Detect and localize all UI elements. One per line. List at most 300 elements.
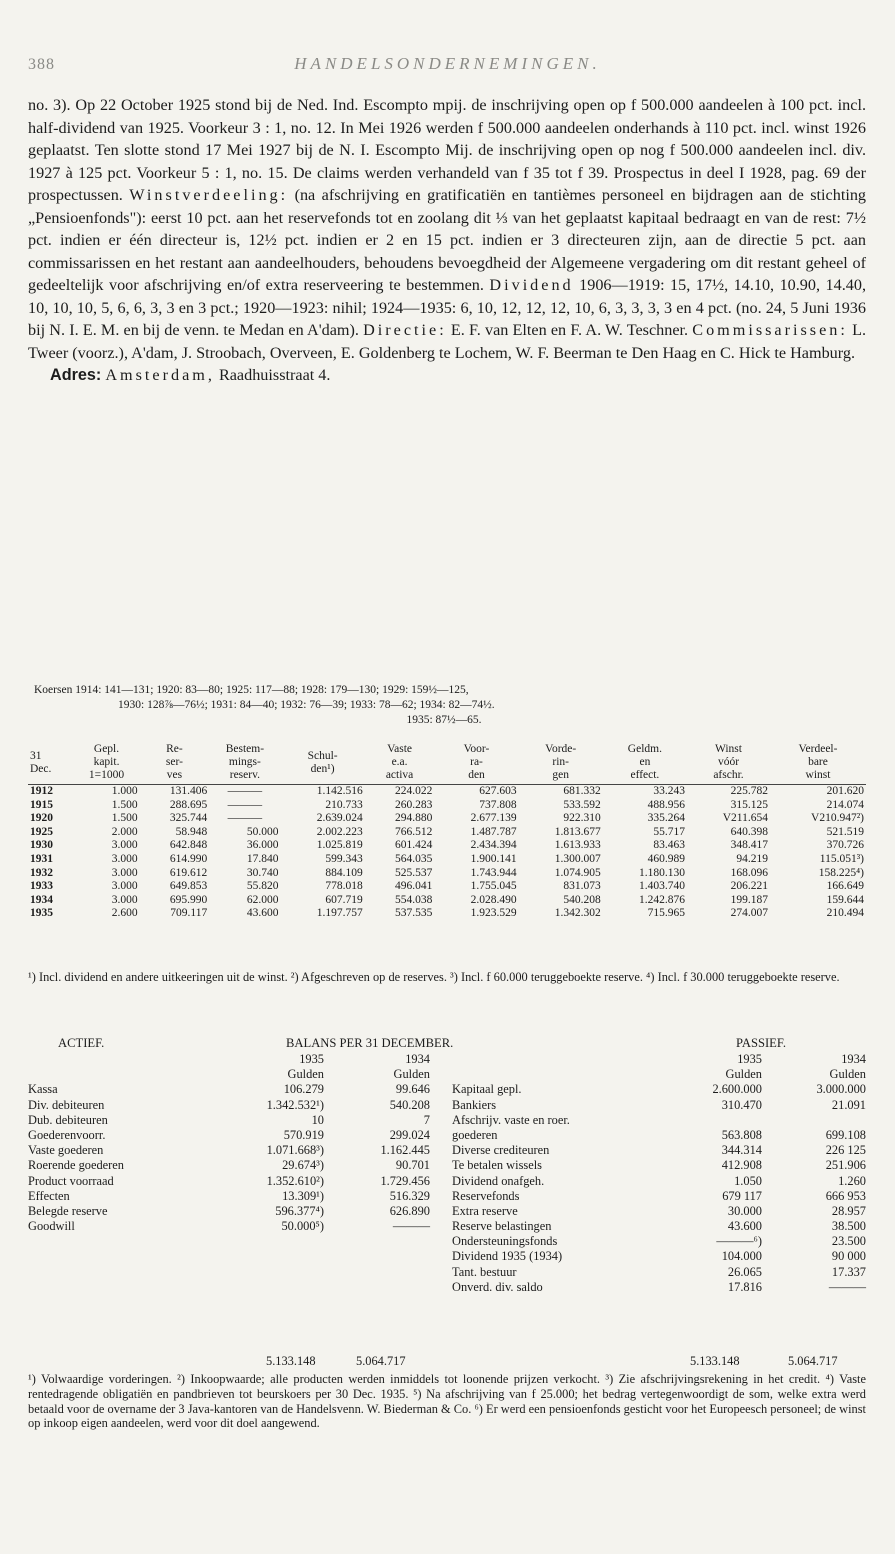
value-cell: 3.000: [111, 839, 138, 852]
value-cell: 3.000: [111, 880, 138, 893]
value-cell: 30.740: [246, 866, 279, 879]
value-cell: 2.002.223: [316, 825, 363, 838]
header-line: effect.: [630, 769, 660, 781]
table-body: [28, 785, 866, 921]
value-cell: 1.342.302: [554, 907, 601, 920]
item-label: Goederenvoorr.: [28, 1127, 106, 1142]
value-cell: 1.180.130: [639, 866, 685, 879]
commissarissen-text: L. Tweer (voorz.), A'dam, J. Stroobach, Overveen, E. Goldenberg te Lochem, W. F. Beerman te Den Haag en C. Hick te Hamburg.: [28, 321, 867, 362]
adres-street: Raadhuisstraat 4.: [218, 366, 331, 384]
value-cell: 831.073: [563, 880, 601, 893]
year-cell: 1920: [30, 812, 53, 825]
value-cell: 348.417: [730, 839, 768, 852]
header-line: Vorde-: [545, 743, 577, 755]
actief-line-item: [28, 1143, 430, 1158]
value-1934: 38.500: [831, 1219, 866, 1234]
value-1934: 251.906: [825, 1158, 866, 1173]
value-1935: 2.600.000: [712, 1082, 762, 1097]
value-1935: 412.908: [721, 1158, 762, 1173]
value-1935: 106.279: [283, 1082, 324, 1097]
value-cell: 260.283: [395, 798, 433, 811]
item-label: Kapitaal gepl.: [452, 1082, 522, 1097]
value-cell: 131.406: [140, 785, 210, 799]
passief-line-item: [452, 1158, 866, 1173]
year-cell: 1935: [30, 907, 53, 920]
value-1935: 43.600: [727, 1219, 762, 1234]
value-cell: 1.813.677: [554, 825, 601, 838]
value-1935: 1.071.668³): [266, 1143, 324, 1158]
item-label: Dividend 1935 (1934): [452, 1249, 563, 1264]
value-cell: 1.923.529: [470, 907, 517, 920]
table-row: [28, 867, 866, 881]
directie-text: E. F. van Elten en F. A. W. Teschner.: [450, 321, 689, 339]
value-cell: 1.403.740: [639, 880, 685, 893]
value-cell: 2.600: [111, 907, 138, 920]
value-cell: 564.035: [395, 852, 433, 865]
value-cell: 540.208: [563, 893, 601, 906]
footnotes-text: ¹) Volwaardige vorderingen. ²) Inkoopwaarde; alle producten werden inmiddels tot loonende prijzen verkocht. ³) Zie afschrijvingsrekening in het credit. ⁴) Vaste rentedragende obligatiën en pandbrieven tot beurskoers per 30 Dec. 1935. ⁵) Na afschrijving van f 25.000; het bedrag vertegenwoordigt de som, welke extra werd betaald voor de overname der 3 Java-kantoren van de Handelsvenn. W. Biederman & Co. ⁶) Er werd een pensioenfonds gesticht voor het Europeesch personeel; de winst op inkoop eigen aandeelen, werd voor dit doel aangewend.: [28, 1372, 866, 1431]
column-header: [603, 743, 687, 785]
value-cell: 115.051³): [819, 852, 864, 865]
value-1934: 226 125: [825, 1143, 866, 1158]
value-cell: 224.022: [365, 785, 435, 799]
passief-line-item: [452, 1265, 866, 1280]
value-1935: 29.674³): [282, 1158, 324, 1173]
value-cell: 525.537: [395, 866, 433, 879]
value-cell: 649.853: [169, 880, 208, 893]
passief-line-item: [452, 1204, 866, 1219]
item-label: Onverd. div. saldo: [452, 1279, 543, 1294]
value-cell: 922.310: [563, 812, 601, 825]
year-1935: 1935: [299, 1052, 324, 1066]
value-1935: 563.808: [721, 1127, 762, 1142]
value-cell: 62.000: [246, 893, 279, 906]
value-cell: 1.300.007: [554, 852, 601, 865]
item-label: Afschrijv. vaste en roer.: [452, 1112, 570, 1127]
item-label: Kassa: [28, 1082, 58, 1097]
value-cell: 695.990: [169, 893, 208, 906]
table-row: [28, 799, 866, 813]
value-cell: 737.808: [479, 798, 517, 811]
column-header: [281, 743, 365, 785]
value-cell: 496.041: [395, 880, 433, 893]
value-cell: 2.028.490: [470, 893, 517, 906]
table-row: [28, 812, 866, 826]
dividend-text: 1906—1919: 15, 17½, 14.10, 10.90, 14.40, 10, 10, 10, 5, 6, 6, 3, 3 en 3 pct.; 1920—1923: nihil; 1924—1935: 6, 10, 12, 12, 12, 10, 6, 3, 3, 3, 3 en 4 pct. (no. 24, 5 Juni 1936 bij N. I. E. M. en bij de venn. te Medan en A'dam).: [28, 276, 866, 339]
value-1934: 99.646: [395, 1082, 430, 1097]
actief-line-item: [28, 1219, 430, 1234]
value-cell: 681.332: [519, 785, 603, 799]
value-cell: 1.900.141: [470, 852, 517, 865]
item-label: Diverse crediteuren: [452, 1143, 550, 1158]
header-line: Vaste: [387, 743, 413, 755]
value-cell: 159.644: [826, 893, 864, 906]
share-prices: [34, 683, 854, 728]
actief-unit-header: [28, 1067, 430, 1082]
value-cell: 168.096: [730, 866, 768, 879]
value-1935: 570.919: [283, 1127, 324, 1142]
table-row: [28, 785, 866, 799]
value-cell: 1.197.757: [316, 907, 363, 920]
unit-label: Gulden: [725, 1067, 762, 1082]
item-label: Roerende goederen: [28, 1158, 124, 1173]
column-header: [140, 743, 210, 785]
actief-title: ACTIEF.: [58, 1036, 105, 1050]
company-description: [28, 94, 866, 387]
value-cell: 3.000: [111, 866, 138, 879]
value-cell: 1.755.045: [470, 880, 517, 893]
passief-line-item: [452, 1098, 866, 1113]
header-line: 31: [30, 749, 42, 762]
value-cell: 58.948: [175, 825, 208, 838]
year-cell: 1930: [30, 839, 53, 852]
directie-label: Directie:: [363, 321, 447, 339]
value-cell: 55.820: [246, 880, 279, 893]
header-line: Geldm.: [627, 743, 662, 755]
value-1934: 540.208: [389, 1097, 430, 1112]
column-header: [687, 743, 770, 785]
passief-unit-header: [452, 1067, 866, 1082]
column-header: [209, 743, 280, 785]
value-cell: ———: [227, 798, 263, 811]
koersen-line-2: 1930: 128⅞—76½; 1931: 84—40; 1932: 76—39; 1933: 78—62; 1934: 82—74½.: [118, 699, 495, 711]
value-cell: 325.744: [169, 812, 208, 825]
value-cell: 1.000: [73, 785, 139, 799]
passief-column: [452, 1052, 866, 1295]
value-cell: 3.000: [111, 852, 138, 865]
value-1935: 104.000: [721, 1249, 762, 1264]
passief-line-item: [452, 1234, 866, 1249]
value-cell: 778.018: [325, 880, 363, 893]
item-label: Product voorraad: [28, 1173, 114, 1188]
year-cell: 1915: [30, 798, 53, 811]
running-title: HANDELSONDERNEMINGEN.: [294, 54, 601, 73]
value-cell: 1.500: [111, 812, 138, 825]
item-label: Goodwill: [28, 1219, 75, 1234]
table-notes-text: ¹) Incl. dividend en andere uitkeeringen uit de winst. ²) Afgeschreven op de reserves. ³) Incl. f 60.000 teruggeboekte reserve. ⁴) Incl. f 30.000 teruggeboekte reserve.: [28, 970, 840, 984]
item-label: Effecten: [28, 1188, 70, 1203]
actief-column: [28, 1052, 430, 1234]
value-cell: 50.000: [246, 825, 279, 838]
unit-label: Gulden: [287, 1067, 324, 1082]
value-cell: 206.221: [730, 880, 768, 893]
table-header-row: [28, 743, 866, 785]
value-1934: 516.329: [389, 1188, 430, 1203]
value-1934: 21.091: [831, 1097, 866, 1112]
table-row: [28, 894, 866, 908]
header-line: e.a.: [391, 756, 408, 768]
value-cell: 17.840: [246, 852, 279, 865]
value-cell: 335.264: [647, 812, 685, 825]
balance-title: BALANS PER 31 DECEMBER.: [286, 1036, 454, 1050]
value-cell: 1.242.876: [639, 893, 685, 906]
value-1934: 7: [423, 1112, 430, 1127]
actief-total-1935: 5.133.148: [266, 1354, 316, 1368]
value-cell: 1.025.819: [316, 839, 363, 852]
item-label: Extra reserve: [452, 1203, 518, 1218]
table-row: [28, 853, 866, 867]
item-label: Reservefonds: [452, 1188, 520, 1203]
financial-history-table: [28, 743, 866, 921]
header-line: den¹): [310, 762, 335, 775]
value-cell: 1.142.516: [281, 785, 365, 799]
value-cell: 599.343: [325, 852, 363, 865]
value-1934: 1.729.456: [380, 1173, 430, 1188]
value-cell: 709.117: [170, 907, 208, 920]
value-cell: 199.187: [730, 893, 768, 906]
header-line: Gepl.: [93, 743, 120, 755]
value-cell: 370.726: [826, 839, 864, 852]
value-cell: 460.989: [647, 852, 685, 865]
passief-line-item: [452, 1128, 866, 1143]
value-1934: 666 953: [825, 1188, 866, 1203]
table-row: [28, 826, 866, 840]
value-cell: 315.125: [730, 798, 768, 811]
header-line: afschr.: [713, 769, 744, 781]
item-label: Tant. bestuur: [452, 1264, 517, 1279]
header-line: Schul-: [307, 749, 338, 762]
actief-total-1934: 5.064.717: [356, 1354, 406, 1368]
item-label: Te betalen wissels: [452, 1158, 542, 1173]
column-header: [770, 743, 866, 785]
value-cell: 642.848: [169, 839, 208, 852]
header-line: winst: [805, 769, 831, 781]
item-label: Vaste goederen: [28, 1143, 104, 1158]
value-1934: 699.108: [825, 1127, 866, 1142]
value-1935: 17.816: [727, 1279, 762, 1294]
passief-total-1934: 5.064.717: [788, 1354, 838, 1368]
value-1934: ———: [392, 1219, 430, 1234]
value-cell: 294.880: [395, 812, 433, 825]
value-cell: 166.649: [826, 880, 864, 893]
value-1935: 679 117: [722, 1188, 762, 1203]
header-line: ves: [166, 769, 183, 781]
value-cell: 766.512: [395, 825, 433, 838]
value-1934: 28.957: [831, 1203, 866, 1218]
value-cell: 1.500: [111, 798, 138, 811]
item-label: Ondersteuningsfonds: [452, 1234, 558, 1249]
value-1934: 17.337: [831, 1264, 866, 1279]
value-1934: 626.890: [389, 1203, 430, 1218]
value-cell: 1.487.787: [470, 825, 517, 838]
passief-line-item: [452, 1189, 866, 1204]
value-cell: 601.424: [395, 839, 433, 852]
passief-title: PASSIEF.: [736, 1036, 786, 1050]
value-1935: 30.000: [727, 1203, 762, 1218]
item-label: Reserve belastingen: [452, 1219, 552, 1234]
header-line: Voor-: [463, 743, 490, 755]
value-cell: 614.990: [169, 852, 208, 865]
value-1934: ———: [828, 1279, 866, 1294]
passief-line-item: [452, 1113, 866, 1128]
year-cell: 1912: [28, 785, 73, 799]
passief-total-1935: 5.133.148: [690, 1354, 740, 1368]
value-1935: 344.314: [721, 1143, 762, 1158]
year-cell: 1932: [30, 866, 53, 879]
value-1935: 310.470: [721, 1097, 762, 1112]
column-header: [73, 743, 139, 785]
value-cell: 2.639.024: [316, 812, 363, 825]
year-cell: 1933: [30, 880, 53, 893]
value-cell: 214.074: [826, 798, 864, 811]
value-1935: 13.309¹): [282, 1188, 324, 1203]
item-label: goederen: [452, 1127, 498, 1142]
value-cell: 2.677.139: [470, 812, 517, 825]
value-cell: 274.007: [730, 907, 768, 920]
value-cell: 55.717: [653, 825, 685, 838]
unit-label: Gulden: [829, 1067, 866, 1082]
value-1934: 90 000: [831, 1249, 866, 1264]
value-1935: 1.050: [734, 1173, 762, 1188]
value-cell: 94.219: [736, 852, 768, 865]
issue-history-text: no. 3). Op 22 October 1925 stond bij de Ned. Ind. Escompto mpij. de inschrijving open op f 500.000 aandeelen à 100 pct. incl. half-dividend van 1925. Voorkeur 3 : 1, no. 12. In Mei 1926 werden f 500.000 aandeelen onderhands à 110 pct. incl. winst 1926 geplaatst. Ten slotte stond 17 Mei 1927 bij de N. I. Escompto Mij. de inschrijving open op nog f 500.000 aandeelen incl. div. 1927 à 125 pct. Voorkeur 5 : 1, no. 15. De claims werden verhandeld van f 35 tot f 39. Prospectus in deel I 1928, pag. 69 der prospectussen.: [28, 96, 866, 204]
commissarissen-label: Commissarissen:: [692, 321, 848, 339]
table-row: [28, 880, 866, 894]
item-label: Bankiers: [452, 1097, 497, 1112]
value-cell: V211.654: [722, 812, 768, 825]
year-1934: 1934: [405, 1052, 430, 1066]
issue-history-paragraph: [28, 94, 866, 364]
actief-line-item: [28, 1189, 430, 1204]
header-line: ra-: [470, 756, 483, 768]
passief-line-item: [452, 1280, 866, 1295]
address-line: [28, 364, 866, 387]
actief-line-item: [28, 1082, 430, 1097]
value-1934: 1.162.445: [380, 1143, 430, 1158]
value-cell: 288.695: [169, 798, 208, 811]
value-cell: 83.463: [653, 839, 685, 852]
column-header: [434, 743, 518, 785]
header-line: mings-: [228, 756, 261, 768]
actief-line-item: [28, 1113, 430, 1128]
header-line: activa: [385, 769, 414, 781]
value-cell: 210.733: [325, 798, 363, 811]
header-line: kapit.: [93, 756, 120, 768]
passief-line-item: [452, 1174, 866, 1189]
value-cell: 1.743.944: [470, 866, 517, 879]
header-line: gen: [552, 769, 569, 781]
value-cell: 158.225⁴): [818, 866, 864, 879]
year-1935: 1935: [737, 1052, 762, 1066]
page-number: 388: [28, 56, 55, 73]
header-line: rin-: [552, 756, 569, 768]
page-header: [28, 54, 867, 84]
value-cell: 640.398: [730, 825, 768, 838]
value-cell: 488.956: [647, 798, 685, 811]
adres-city: Amsterdam,: [105, 366, 215, 384]
column-header: [365, 743, 435, 785]
column-header: [28, 743, 73, 785]
value-1935: 1.352.610²): [266, 1173, 324, 1188]
value-cell: 1.613.933: [554, 839, 601, 852]
value-cell: 554.038: [395, 893, 433, 906]
passief-line-item: [452, 1219, 866, 1234]
value-1935: 26.065: [727, 1264, 762, 1279]
year-cell: 1931: [30, 852, 53, 865]
actief-line-item: [28, 1128, 430, 1143]
value-cell: 225.782: [687, 785, 770, 799]
value-cell: 715.965: [647, 907, 685, 920]
dividend-label: Dividend: [489, 276, 574, 294]
value-cell: 521.519: [826, 825, 864, 838]
value-1935: 50.000⁵): [281, 1219, 324, 1234]
value-1935: 1.342.532¹): [266, 1097, 324, 1112]
winst-label: Winstverdeeling:: [129, 186, 289, 204]
value-cell: 627.603: [434, 785, 518, 799]
header-line: Verdeel-: [798, 743, 838, 755]
item-label: Dub. debiteuren: [28, 1112, 108, 1127]
value-1934: 23.500: [831, 1234, 866, 1249]
value-1934: 299.024: [389, 1127, 430, 1142]
header-line: Bestem-: [225, 743, 265, 755]
actief-line-item: [28, 1098, 430, 1113]
value-cell: 1.074.905: [554, 866, 601, 879]
value-cell: 537.535: [395, 907, 433, 920]
koersen-line-1: Koersen 1914: 141—131; 1920: 83—80; 1925: 117—88; 1928: 179—130; 1929: 159½—125,: [34, 684, 469, 696]
value-cell: 33.243: [603, 785, 687, 799]
item-label: Belegde reserve: [28, 1203, 108, 1218]
actief-line-item: [28, 1158, 430, 1173]
passief-year-header: [452, 1052, 866, 1067]
balance-footnotes: [28, 1372, 866, 1431]
actief-year-header: [28, 1052, 430, 1067]
item-label: Dividend onafgeh.: [452, 1173, 545, 1188]
actief-line-item: [28, 1174, 430, 1189]
value-cell: 36.000: [246, 839, 279, 852]
header-line: Re-: [166, 743, 183, 755]
value-cell: 3.000: [111, 893, 138, 906]
koersen-line-3: 1935: 87½—65.: [406, 714, 482, 726]
header-line: ser-: [165, 756, 183, 768]
header-line: reserv.: [229, 769, 260, 781]
passief-line-item: [452, 1249, 866, 1264]
value-cell: 43.600: [246, 907, 279, 920]
header-line: Dec.: [30, 762, 52, 775]
item-label: Div. debiteuren: [28, 1097, 105, 1112]
year-cell: 1925: [30, 825, 53, 838]
value-cell: 533.592: [563, 798, 601, 811]
table-notes: [28, 970, 866, 985]
year-cell: 1934: [30, 893, 53, 906]
value-cell: 619.612: [169, 866, 208, 879]
value-1935: 596.377⁴): [275, 1203, 324, 1218]
table-row: [28, 907, 866, 921]
value-cell: 2.434.394: [470, 839, 517, 852]
unit-label: Gulden: [393, 1067, 430, 1082]
value-1934: 1.260: [838, 1173, 866, 1188]
adres-label: Adres:: [50, 366, 102, 384]
value-1935: 10: [311, 1112, 324, 1127]
value-cell: 210.494: [826, 907, 864, 920]
passief-line-item: [452, 1143, 866, 1158]
value-cell: 884.109: [325, 866, 363, 879]
value-cell: 2.000: [111, 825, 138, 838]
value-cell: ———: [227, 812, 263, 825]
column-header: [519, 743, 603, 785]
value-1935: ———⁶): [716, 1234, 762, 1249]
actief-line-item: [28, 1204, 430, 1219]
value-cell: ———: [209, 785, 280, 799]
value-1934: 90.701: [395, 1158, 430, 1173]
value-1934: 3.000.000: [816, 1082, 866, 1097]
year-1934: 1934: [841, 1052, 866, 1066]
table-row: [28, 839, 866, 853]
value-cell: 201.620: [770, 785, 866, 799]
header-line: Winst: [714, 743, 742, 755]
header-line: den: [468, 769, 485, 781]
value-cell: 607.719: [325, 893, 363, 906]
header-line: vóór: [717, 756, 740, 768]
